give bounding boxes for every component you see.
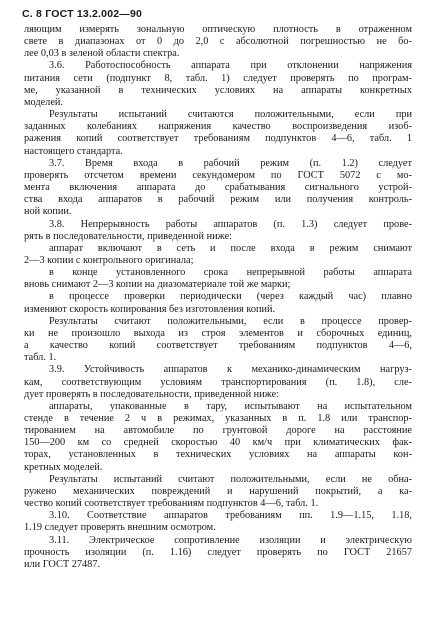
text-line: прочность изоляции (п. 1.16) следует проверять по ГОСТ 21657 xyxy=(24,546,412,558)
text-line: питания сети (подпункт 8, табл. 1) следует проверять по програм- xyxy=(24,72,412,84)
text-line: аппараты, упакованные в тару, испытывают на испытательном xyxy=(49,400,412,412)
text-line: дует проверять в последовательности, приведенной ниже: xyxy=(24,388,280,400)
text-line: 150—200 км со средней скоростью 40 км/ч при климатических фак- xyxy=(24,437,412,449)
text-line: в процессе проверки периодически (через каждый час) плавно xyxy=(49,291,412,303)
text-line: мента включения аппарата до срабатывания сигнального устрой- xyxy=(24,182,412,194)
body-text xyxy=(24,24,412,571)
text-line: а качество копий соответствует требованиям подпунктов 4—6, xyxy=(24,340,412,352)
page-header xyxy=(22,8,142,20)
text-line: ляющим измерять зональную оптическую плотность в отраженном xyxy=(24,24,412,35)
text-line: 3.9. Устойчивость аппаратов к механико-динамическим нагруз- xyxy=(49,364,412,376)
text-line: вновь снимают 2—3 копии на диазоматериале той же марки; xyxy=(24,279,291,291)
standard-code: ГОСТ 13.2.002—90 xyxy=(45,8,143,20)
text-line: 1.19 следует проверять внешним осмотром. xyxy=(24,522,216,534)
text-line: рять в последовательности, приведенной ниже: xyxy=(24,230,233,242)
text-line: ки не произошло выхода из строя элементов и сборочных единиц, xyxy=(24,327,412,339)
text-line: моделей. xyxy=(24,96,63,108)
text-line: кретных моделей. xyxy=(24,461,103,473)
text-line: ражения копий соответствует требованиям подпунктов 4—6, табл. 1 xyxy=(24,133,412,145)
text-line: изменяют скорость копирования без изготовления копий. xyxy=(24,303,276,315)
text-line: 3.10. Соответствие аппаратов требованиям пп. 1.9—1.15, 1.18, xyxy=(49,510,412,522)
text-line: Результаты испытаний считаются положительными, если при xyxy=(49,109,412,121)
text-line: табл. 1. xyxy=(24,352,57,364)
text-line: или ГОСТ 27487. xyxy=(24,558,101,570)
text-line: торах, установленных в технических условиях на аппараты кон- xyxy=(24,449,412,461)
text-line: 2—3 копии с контрольного оригинала; xyxy=(24,254,194,266)
text-line: чество копий соответствует требованиям подпунктов 4—6, табл. 1. xyxy=(24,498,319,510)
text-line: свете в диапазонах от 0 до 2,0 с абсолютной погрешностью не бо- xyxy=(24,36,412,48)
text-line: ружено механических повреждений и нарушений покрытий, а ка- xyxy=(24,485,412,497)
text-line: аппарат включают в сеть и после входа в режим снимают xyxy=(49,242,412,254)
text-line: настоящего стандарта. xyxy=(24,145,123,157)
text-line: кам, соответствующим условиям транспортирования (п. 1.8), сле- xyxy=(24,376,412,388)
text-line: 3.7. Время входа в рабочий режим (п. 1.2) следует xyxy=(49,157,412,169)
text-line: проверять отсчетом времени секундомером по ГОСТ 5072 с мо- xyxy=(24,169,412,181)
text-line: 3.6. Работоспособность аппарата при отклонении напряжения xyxy=(49,60,412,72)
text-line: заданных колебаниях напряжения качество воспроизведения изоб- xyxy=(24,121,412,133)
text-line: стенде в течение 2 ч в режимах, указанных в п. 1.8 или транспор- xyxy=(24,413,412,424)
text-line: ства входа аппаратов в рабочий режим или получения контроль- xyxy=(24,194,412,206)
page-number: С. 8 xyxy=(22,8,43,20)
text-line: ной копии. xyxy=(24,206,72,218)
text-line: ме, указанной в технических условиях на аппараты конкретных xyxy=(24,84,412,96)
text-line: 3.11. Электрическое сопротивление изоляции и электрическую xyxy=(49,534,412,546)
text-line: 3.8. Непрерывность работы аппаратов (п. 1.3) следует прове- xyxy=(49,218,412,230)
text-line: тированием на автомобиле по грунтовой дороге на расстояние xyxy=(24,425,412,437)
text-line: Результаты считают положительными, если в процессе провер- xyxy=(49,315,412,327)
text-line: в конце установленного срока непрерывной работы аппарата xyxy=(49,267,412,279)
text-line: Результаты испытаний считают положительными, если не обна- xyxy=(49,473,412,485)
text-line: лее 0,03 в зеленой области спектра. xyxy=(24,48,180,60)
